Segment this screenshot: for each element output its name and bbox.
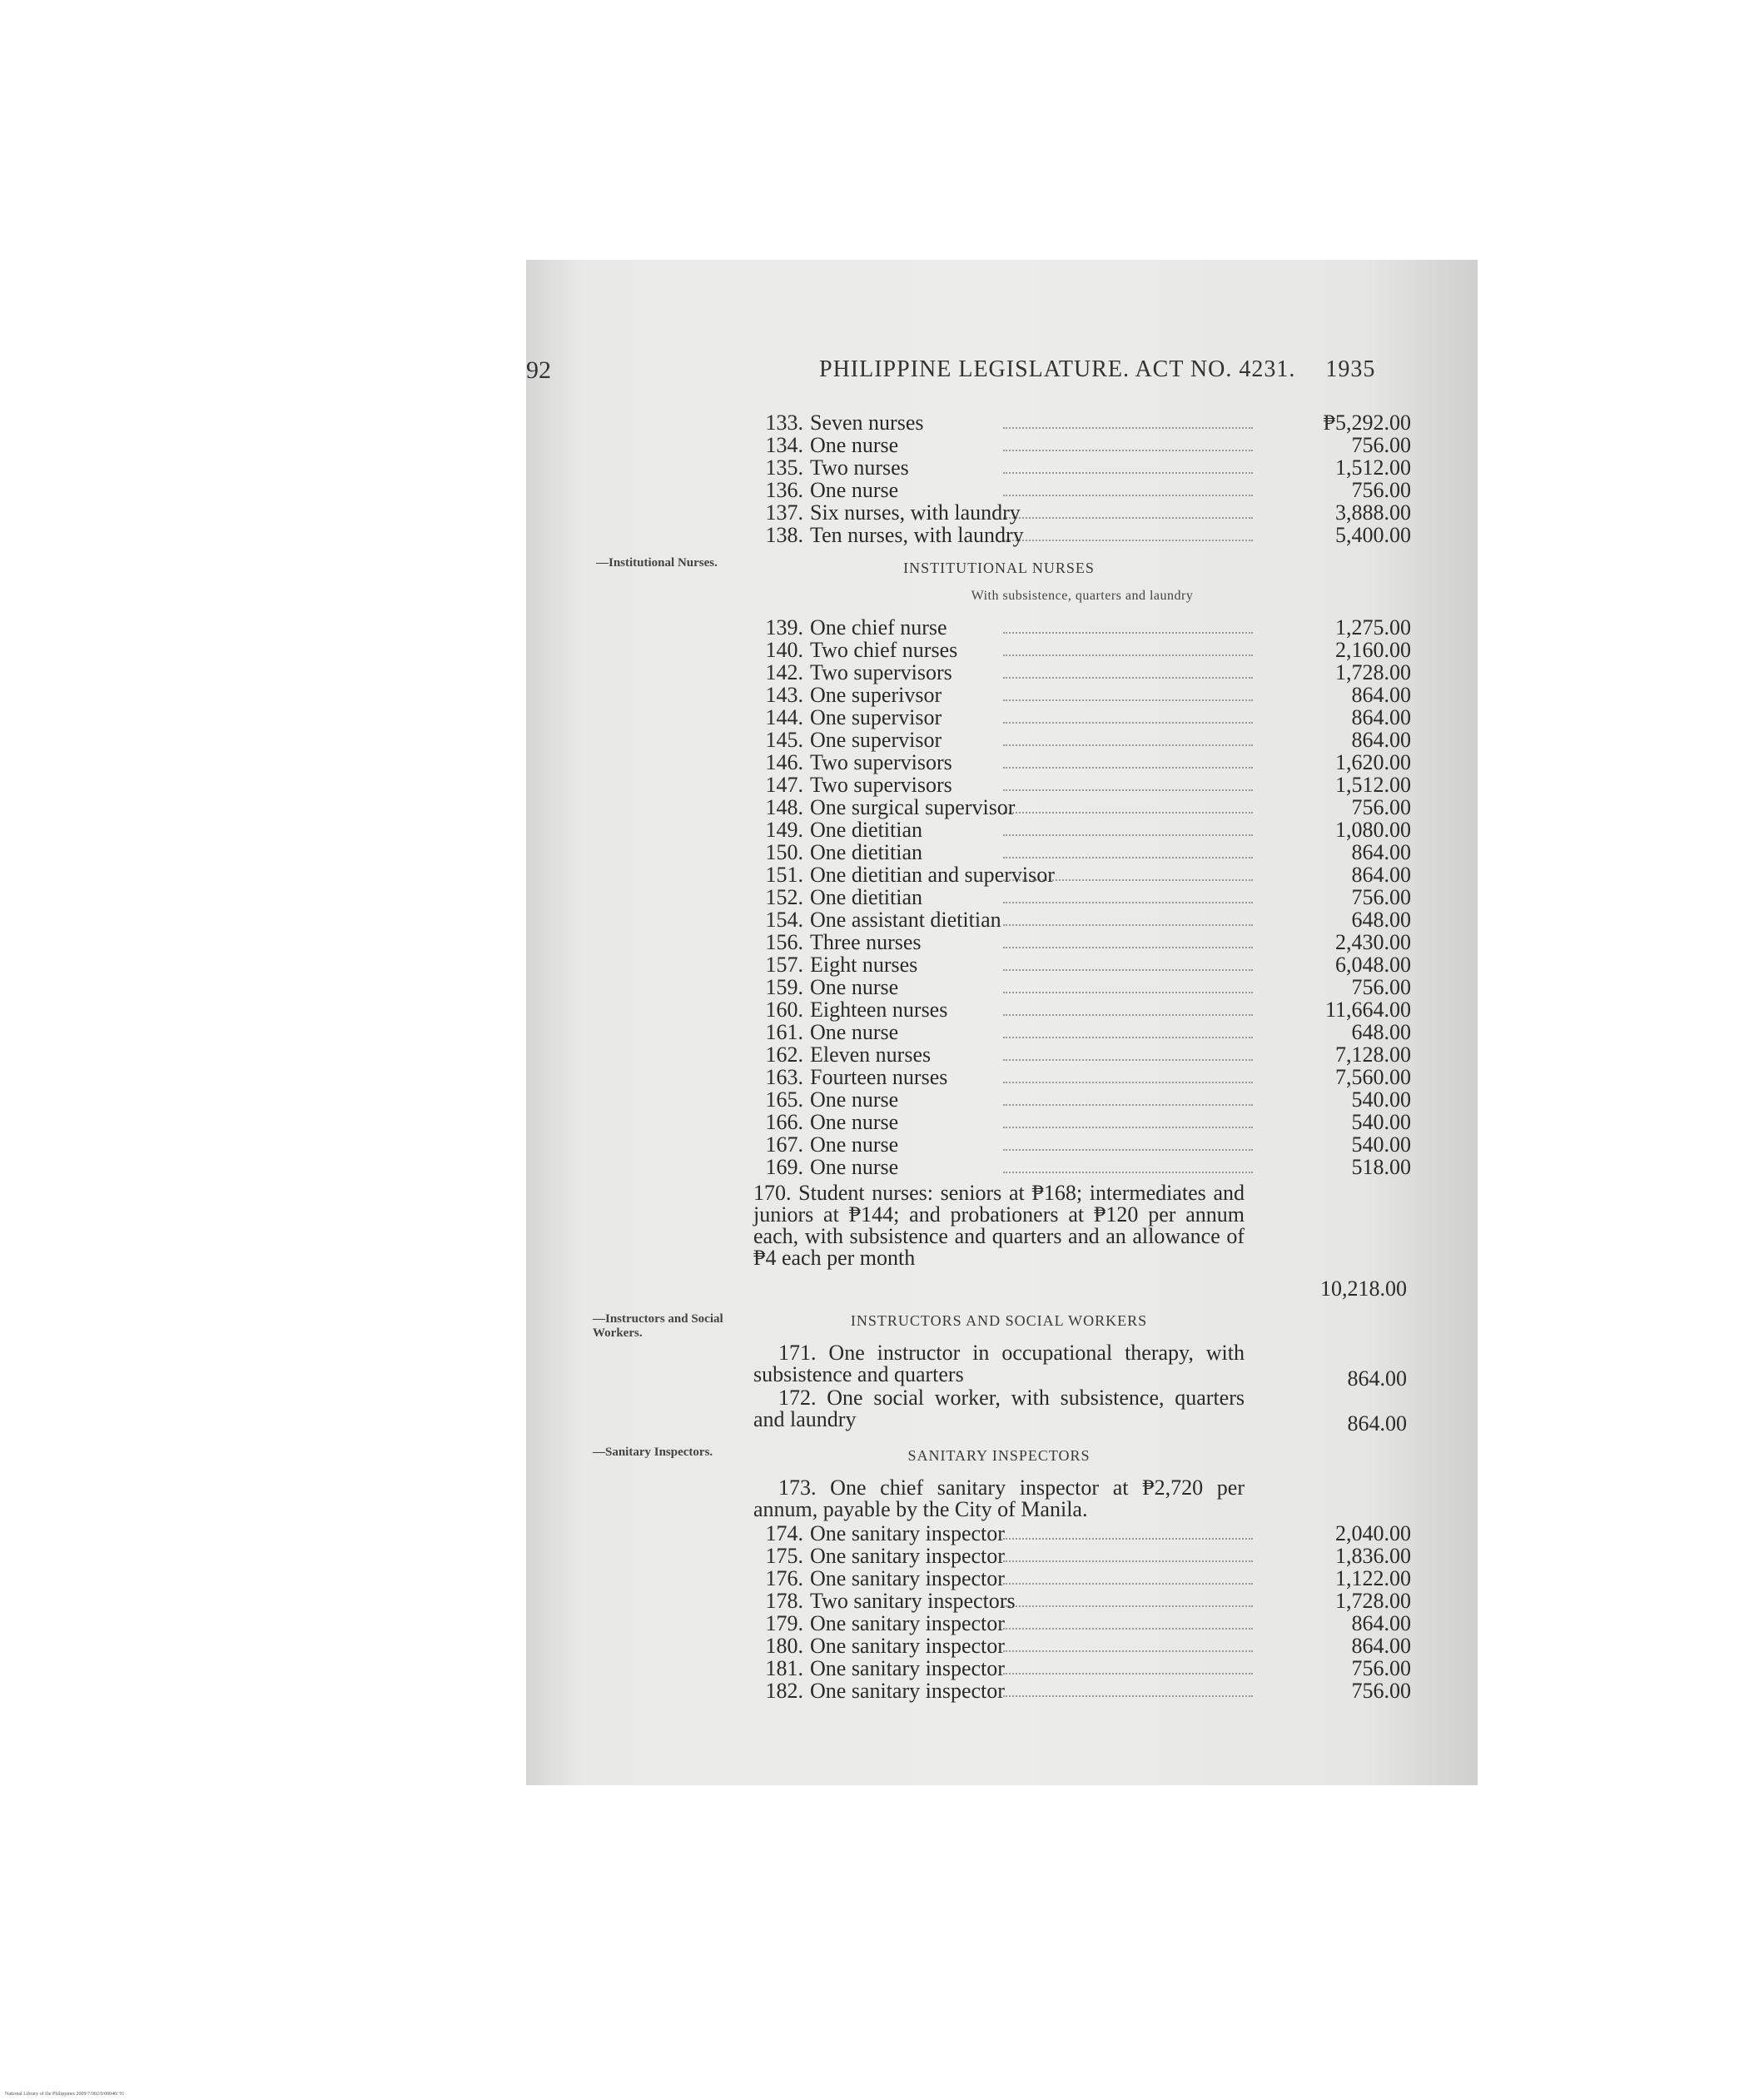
dot-leader — [1003, 1059, 1253, 1061]
dot-leader — [1003, 427, 1253, 429]
dot-leader — [1003, 1605, 1253, 1607]
dot-leader — [1003, 1149, 1253, 1151]
item-number: 181. — [765, 1656, 803, 1680]
dot-leader — [1003, 1538, 1253, 1540]
item-amount: ₱5,292.00 — [1323, 411, 1411, 435]
item-label — [753, 953, 917, 977]
item-description: One sanitary inspector — [810, 1521, 1005, 1545]
item-description: Two nurses — [810, 455, 909, 480]
item-number: 167. — [765, 1132, 803, 1157]
item-171-amount: 864.00 — [1347, 1366, 1407, 1391]
list-item — [753, 1657, 1411, 1680]
item-amount: 1,836.00 — [1335, 1544, 1411, 1568]
item-label — [753, 908, 1001, 932]
item-number: 176. — [765, 1566, 803, 1590]
dot-leader — [1003, 789, 1253, 791]
list-item — [753, 501, 1411, 524]
subheading-institutional: With subsistence, quarters and laundry — [971, 589, 1194, 603]
item-description: One sanitary inspector — [810, 1544, 1005, 1568]
list-item — [753, 1567, 1411, 1590]
item-label — [753, 885, 922, 909]
item-170-amount: 10,218.00 — [1320, 1276, 1407, 1301]
item-number: 147. — [765, 773, 803, 797]
dot-leader — [1003, 1560, 1253, 1562]
item-number: 139. — [765, 615, 803, 639]
list-item — [753, 1590, 1411, 1612]
item-amount: 540.00 — [1351, 1132, 1411, 1157]
item-description: One supervisor — [810, 705, 942, 729]
list-item — [753, 796, 1411, 819]
item-number: 163. — [765, 1065, 803, 1089]
item-label — [753, 1132, 898, 1157]
item-amount: 1,728.00 — [1335, 1589, 1411, 1613]
item-description: One sanitary inspector — [810, 1679, 1005, 1703]
item-description: Ten nurses, with laundry — [810, 523, 1024, 547]
item-label — [753, 455, 909, 480]
list-item — [753, 1043, 1411, 1066]
item-amount: 864.00 — [1351, 863, 1411, 887]
item-number: 135. — [765, 455, 803, 480]
item-label — [753, 683, 942, 707]
dot-leader — [1003, 1673, 1253, 1675]
item-description: One sanitary inspector — [810, 1656, 1005, 1680]
item-description: One sanitary inspector — [810, 1566, 1005, 1590]
dot-leader — [1003, 1127, 1253, 1128]
item-amount: 540.00 — [1351, 1087, 1411, 1112]
dot-leader — [1003, 902, 1253, 903]
list-item — [753, 456, 1411, 479]
item-label — [753, 1521, 1005, 1545]
item-amount: 864.00 — [1351, 683, 1411, 707]
item-label — [753, 773, 952, 797]
item-amount: 1,080.00 — [1335, 818, 1411, 842]
item-label — [753, 660, 952, 684]
list-item — [753, 1156, 1411, 1178]
item-number: 137. — [765, 500, 803, 525]
item-amount: 1,728.00 — [1335, 660, 1411, 684]
dot-leader — [1003, 1037, 1253, 1038]
item-number: 152. — [765, 885, 803, 909]
item-label — [753, 863, 1055, 887]
item-label — [753, 818, 922, 842]
list-item — [753, 639, 1411, 661]
item-amount: 864.00 — [1351, 705, 1411, 729]
dot-leader — [1003, 857, 1253, 858]
item-label — [753, 705, 942, 729]
margin-note-sanitary: —Sanitary Inspectors. — [593, 1446, 713, 1459]
margin-note-instructors: —Instructors and Social Workers. — [593, 1312, 723, 1340]
item-label — [753, 750, 952, 774]
item-171-text: 171. One instructor in occupational therapy, with subsistence and quarters — [753, 1341, 1245, 1386]
item-amount: 2,160.00 — [1335, 638, 1411, 662]
item-172-amount: 864.00 — [1347, 1411, 1407, 1436]
dot-leader — [1003, 924, 1253, 926]
item-number: 160. — [765, 998, 803, 1022]
item-label — [753, 1020, 898, 1044]
list-item — [753, 931, 1411, 953]
item-amount: 756.00 — [1351, 433, 1411, 457]
item-description: Two supervisors — [810, 773, 952, 797]
item-amount: 756.00 — [1351, 885, 1411, 909]
item-label — [753, 411, 923, 435]
item-amount: 1,275.00 — [1335, 615, 1411, 639]
item-description: One nurse — [810, 1020, 899, 1044]
dot-leader — [1003, 812, 1253, 814]
list-item — [753, 661, 1411, 684]
item-label — [753, 1043, 931, 1067]
list-item — [753, 976, 1411, 998]
item-label — [753, 795, 1015, 819]
list-item — [753, 1088, 1411, 1111]
list-item — [753, 684, 1411, 706]
list-item — [753, 1680, 1411, 1702]
item-number: 142. — [765, 660, 803, 684]
item-label — [753, 1087, 898, 1112]
item-description: One superivsor — [810, 683, 942, 707]
list-item — [753, 1133, 1411, 1156]
item-number: 134. — [765, 433, 803, 457]
item-description: One sanitary inspector — [810, 1611, 1005, 1635]
list-item — [753, 1545, 1411, 1567]
institutional-list — [753, 616, 1411, 1178]
dot-leader — [1003, 744, 1253, 746]
margin-note-institutional: —Institutional Nurses. — [596, 556, 718, 570]
item-number: 146. — [765, 750, 803, 774]
dot-leader — [1003, 632, 1253, 634]
item-label — [753, 728, 942, 752]
item-amount: 2,040.00 — [1335, 1521, 1411, 1545]
item-number: 151. — [765, 863, 803, 887]
dot-leader — [1003, 767, 1253, 769]
item-number: 144. — [765, 705, 803, 729]
item-label — [753, 1110, 898, 1134]
item-amount: 5,400.00 — [1335, 523, 1411, 547]
item-number: 156. — [765, 930, 803, 954]
item-label — [753, 1634, 1005, 1658]
running-head-title: PHILIPPINE LEGISLATURE. ACT NO. 4231. — [819, 356, 1296, 382]
item-amount: 3,888.00 — [1335, 500, 1411, 525]
dot-leader — [1003, 1082, 1253, 1083]
item-number: 161. — [765, 1020, 803, 1044]
list-item — [753, 774, 1411, 796]
item-label — [753, 615, 947, 639]
dot-leader — [1003, 699, 1253, 701]
item-amount: 756.00 — [1351, 975, 1411, 999]
item-amount: 1,512.00 — [1335, 455, 1411, 480]
item-number: 133. — [765, 411, 803, 435]
item-number: 179. — [765, 1611, 803, 1635]
item-description: Three nurses — [810, 930, 922, 954]
item-amount: 864.00 — [1351, 840, 1411, 864]
dot-leader — [1003, 540, 1253, 541]
list-item — [753, 1635, 1411, 1657]
list-item — [753, 1612, 1411, 1635]
item-description: Eight nurses — [810, 953, 918, 977]
list-item — [753, 886, 1411, 908]
item-number: 175. — [765, 1544, 803, 1568]
dot-leader — [1003, 969, 1253, 971]
item-description: Two supervisors — [810, 750, 952, 774]
item-description: One dietitian — [810, 840, 923, 864]
nurse-list-top — [753, 411, 1411, 546]
item-amount: 11,664.00 — [1324, 998, 1411, 1022]
list-item — [753, 1522, 1411, 1545]
item-description: One sanitary inspector — [810, 1634, 1005, 1658]
item-number: 169. — [765, 1155, 803, 1179]
item-number: 150. — [765, 840, 803, 864]
dot-leader — [1003, 947, 1253, 948]
dot-leader — [1003, 495, 1253, 496]
item-description: One supervisor — [810, 728, 942, 752]
dot-leader — [1003, 1172, 1253, 1173]
item-description: One nurse — [810, 1110, 899, 1134]
running-head-year: 1935 — [1325, 356, 1376, 382]
list-item — [753, 841, 1411, 863]
list-item — [753, 751, 1411, 774]
list-item — [753, 434, 1411, 456]
dot-leader — [1003, 1104, 1253, 1106]
dot-leader — [1003, 654, 1253, 656]
page-number: 92 — [526, 356, 551, 384]
item-172-text: 172. One social worker, with subsistence, quarters and laundry — [753, 1386, 1245, 1431]
list-item — [753, 1066, 1411, 1088]
item-description: One dietitian — [810, 885, 923, 909]
list-item — [753, 729, 1411, 751]
item-description: Seven nurses — [810, 411, 924, 435]
item-number: 145. — [765, 728, 803, 752]
item-173-text: 173. One chief sanitary inspector at ₱2,720 per annum, payable by the City of Manila. — [753, 1475, 1245, 1521]
item-amount: 7,128.00 — [1335, 1043, 1411, 1067]
item-number: 166. — [765, 1110, 803, 1134]
list-item — [753, 706, 1411, 729]
dot-leader — [1003, 1695, 1253, 1697]
item-label — [753, 1679, 1005, 1703]
item-description: One nurse — [810, 1155, 899, 1179]
item-amount: 648.00 — [1351, 1020, 1411, 1044]
dot-leader — [1003, 1650, 1253, 1652]
list-item — [753, 411, 1411, 434]
dot-leader — [1003, 677, 1253, 679]
list-item — [753, 1111, 1411, 1133]
item-description: Eleven nurses — [810, 1043, 932, 1067]
item-amount: 756.00 — [1351, 795, 1411, 819]
dot-leader — [1003, 834, 1253, 836]
dot-leader — [1003, 450, 1253, 451]
item-number: 148. — [765, 795, 803, 819]
item-number: 138. — [765, 523, 803, 547]
item-label — [753, 1065, 947, 1089]
item-amount: 1,620.00 — [1335, 750, 1411, 774]
item-amount: 864.00 — [1351, 1634, 1411, 1658]
list-item — [753, 908, 1411, 931]
item-label — [753, 1656, 1005, 1680]
item-label — [753, 638, 957, 662]
item-amount: 756.00 — [1351, 1679, 1411, 1703]
item-number: 182. — [765, 1679, 803, 1703]
item-amount: 756.00 — [1351, 478, 1411, 502]
item-label — [753, 1155, 898, 1179]
list-item — [753, 819, 1411, 841]
item-number: 157. — [765, 953, 803, 977]
item-label — [753, 433, 898, 457]
item-170-text: 170. Student nurses: seniors at ₱168; intermediates and juniors at ₱144; and probationers at ₱120 per annum each, with subsistence and quarters and an allowance of ₱4 each per month — [753, 1181, 1245, 1270]
item-label — [753, 1566, 1005, 1590]
item-label — [753, 975, 898, 999]
heading-institutional: INSTITUTIONAL NURSES — [903, 560, 1095, 576]
item-description: One dietitian and supervisor — [810, 863, 1055, 887]
list-item — [753, 998, 1411, 1021]
item-description: Eighteen nurses — [810, 998, 948, 1022]
item-description: One nurse — [810, 1132, 899, 1157]
item-label — [753, 840, 922, 864]
item-description: One nurse — [810, 975, 899, 999]
item-description: One dietitian — [810, 818, 923, 842]
item-label — [753, 930, 922, 954]
list-item — [753, 479, 1411, 501]
scan-footer: National Library of the Philippines 2009/7/002/0/00040/ 91 — [5, 2092, 125, 2097]
dot-leader — [1003, 1014, 1253, 1016]
heading-instructors: INSTRUCTORS AND SOCIAL WORKERS — [850, 1312, 1148, 1329]
list-item — [753, 953, 1411, 976]
item-number: 149. — [765, 818, 803, 842]
running-head — [819, 356, 1375, 383]
item-number: 136. — [765, 478, 803, 502]
list-item — [753, 616, 1411, 639]
item-description: Six nurses, with laundry — [810, 500, 1021, 525]
list-item — [753, 1021, 1411, 1043]
list-item — [753, 524, 1411, 546]
dot-leader — [1003, 472, 1253, 474]
item-number: 143. — [765, 683, 803, 707]
item-description: Fourteen nurses — [810, 1065, 948, 1089]
heading-sanitary: SANITARY INSPECTORS — [907, 1447, 1091, 1464]
item-description: One nurse — [810, 478, 899, 502]
item-label — [753, 500, 1021, 525]
item-description: Two chief nurses — [810, 638, 958, 662]
item-amount: 6,048.00 — [1335, 953, 1411, 977]
item-amount: 2,430.00 — [1335, 930, 1411, 954]
item-amount: 7,560.00 — [1335, 1065, 1411, 1089]
item-label — [753, 1611, 1005, 1635]
dot-leader — [1003, 1628, 1253, 1630]
item-description: Two sanitary inspectors — [810, 1589, 1016, 1613]
sanitary-list — [753, 1522, 1411, 1702]
list-item — [753, 863, 1411, 886]
item-label — [753, 998, 947, 1022]
item-amount: 864.00 — [1351, 728, 1411, 752]
dot-leader — [1003, 722, 1253, 724]
item-number: 140. — [765, 638, 803, 662]
item-label — [753, 1589, 1016, 1613]
item-number: 162. — [765, 1043, 803, 1067]
item-label — [753, 478, 898, 502]
item-description: One nurse — [810, 1087, 899, 1112]
item-amount: 1,122.00 — [1335, 1566, 1411, 1590]
item-amount: 518.00 — [1351, 1155, 1411, 1179]
item-description: Two supervisors — [810, 660, 952, 684]
item-number: 159. — [765, 975, 803, 999]
item-amount: 864.00 — [1351, 1611, 1411, 1635]
item-label — [753, 1544, 1005, 1568]
item-number: 174. — [765, 1521, 803, 1545]
item-amount: 756.00 — [1351, 1656, 1411, 1680]
item-amount: 1,512.00 — [1335, 773, 1411, 797]
item-label — [753, 523, 1024, 547]
dot-leader — [1003, 992, 1253, 993]
item-description: One chief nurse — [810, 615, 947, 639]
item-description: One surgical supervisor — [810, 795, 1016, 819]
item-number: 165. — [765, 1087, 803, 1112]
item-amount: 648.00 — [1351, 908, 1411, 932]
item-number: 154. — [765, 908, 803, 932]
dot-leader — [1003, 1583, 1253, 1585]
dot-leader — [1003, 517, 1253, 519]
item-description: One nurse — [810, 433, 899, 457]
item-number: 178. — [765, 1589, 803, 1613]
item-amount: 540.00 — [1351, 1110, 1411, 1134]
item-description: One assistant dietitian — [810, 908, 1001, 932]
item-number: 180. — [765, 1634, 803, 1658]
